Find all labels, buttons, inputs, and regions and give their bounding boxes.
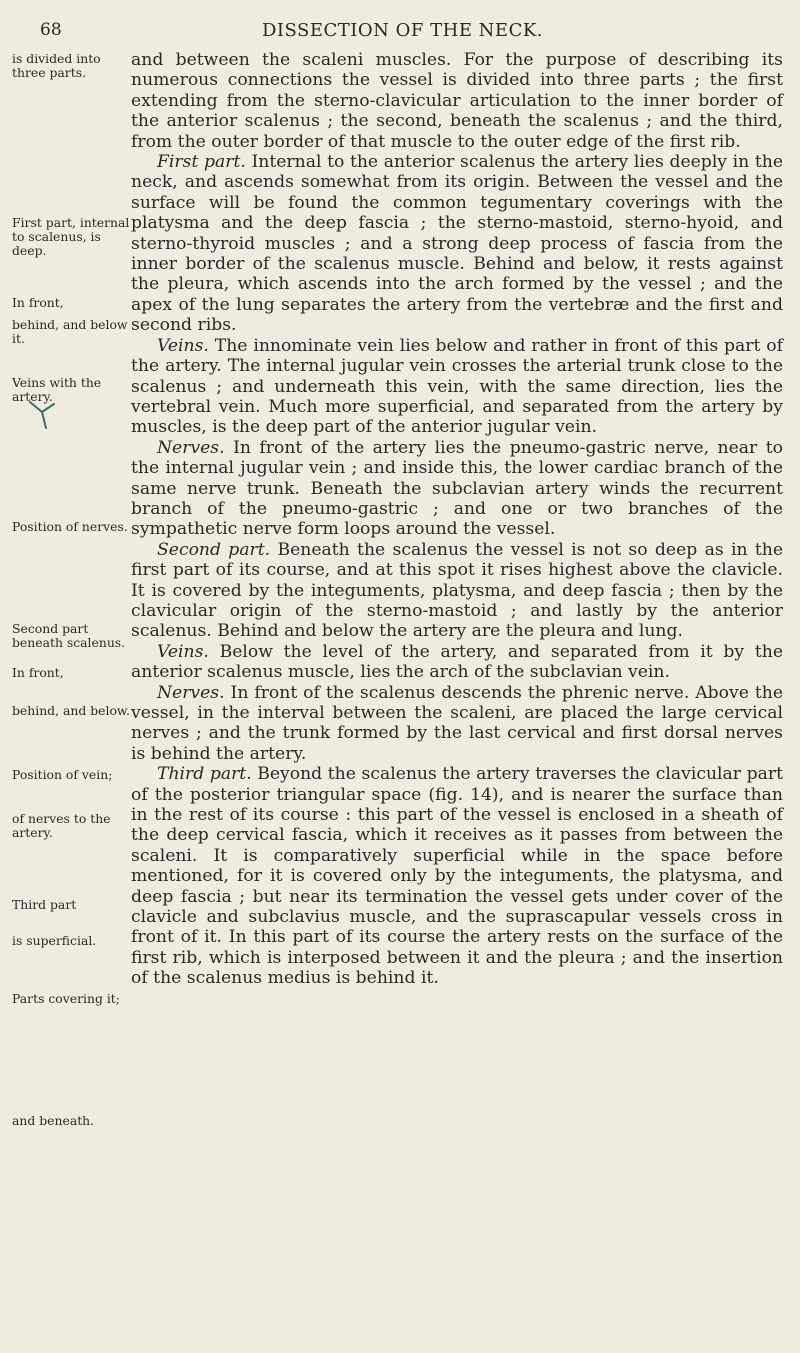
margin-note: In front,	[12, 665, 64, 680]
paragraph-heading: First part.	[157, 152, 246, 173]
page-number: 68	[40, 20, 62, 40]
paragraph-heading: Second part.	[157, 539, 271, 560]
margin-note: Position of nerves.	[12, 519, 128, 534]
running-title: DISSECTION OF THE NECK.	[262, 20, 544, 41]
body-text	[131, 50, 783, 989]
paragraph-heading: Veins.	[157, 335, 209, 356]
paragraph-text: The innominate vein lies below and rather in front of this part of the artery. The internal jugular vein crosses the arterial trunk close to the scalenus ; and underneath this vein, with the same direction, lies the vertebral vein. Much more superficial, and separated from the artery by muscles, is the deep part of the anterior jugular vein.	[131, 335, 783, 438]
paragraph-text: Beyond the scalenus the artery traverses the clavicular part of the posterior triangular space (fig. 14), and is nearer the surface than in the rest of its course : this part of the vessel is enclosed in a sheath of the deep cervical fascia, which it receives as it passes from between the scaleni. It is comparatively superficial while in the space before mentioned, for it is covered only by the integuments, the platysma, and deep fascia ; but near its termination the vessel gets under cover of the clavicle and subclavius muscle, and the suprascapular vessels cross in front of it. In this part of its course the artery rests on the surface of the first rib, which is interposed between it and the pleura ; and the insertion of the scalenus medius is behind it.	[131, 764, 783, 989]
paragraph-text: Beneath the scalenus the vessel is not so deep as in the first part of its course, and at this spot it rises highest above the clavicle. It is covered by the integuments, platysma, and deep fascia ; then by the clavicular origin of the sterno-mastoid ; and lastly by the anterior scalenus. Behind and below the artery are the pleura and lung.	[131, 539, 783, 642]
paragraph	[131, 683, 783, 765]
paragraph-heading: Third part.	[157, 764, 252, 785]
paragraph	[131, 540, 783, 642]
paragraph-text: In front of the scalenus descends the phrenic nerve. Above the vessel, in the interval between the scaleni, are placed the large cervical nerves ; and the trunk formed by the last cervical and first dorsal nerves is behind the artery.	[131, 682, 783, 764]
margin-note: Third part	[12, 897, 77, 912]
paragraph	[131, 152, 783, 336]
margin-note: Parts covering it;	[12, 991, 120, 1006]
paragraph-heading: Nerves.	[157, 682, 225, 703]
margin-note: First part, internal to scalenus, is deep.	[12, 215, 130, 258]
paragraph-heading: Veins.	[157, 641, 209, 662]
paragraph-text: In front of the artery lies the pneumo-gastric nerve, near to the internal jugular vein ; and inside this, the lower cardiac branch of the same nerve trunk. Beneath the subclavian artery winds the recurrent branch of the pneumo-gastric ; and one or two branches of the sympathetic nerve form loops around the vessel.	[131, 437, 783, 540]
margin-note: Second part beneath scalenus.	[12, 621, 126, 650]
margin-note: is superficial.	[12, 933, 97, 948]
paragraph-text: Below the level of the artery, and separated from it by the anterior scalenus muscle, lies the arch of the subclavian vein.	[131, 641, 783, 683]
paragraph	[131, 642, 783, 683]
margin-note: Veins with the artery.	[12, 375, 102, 404]
paragraph-heading: Nerves.	[157, 437, 225, 458]
margin-note: behind, and below it.	[12, 317, 128, 346]
paragraph	[131, 438, 783, 540]
margin-note: of nerves to the artery.	[12, 811, 111, 840]
paragraph	[131, 336, 783, 438]
margin-note: Position of vein;	[12, 767, 113, 782]
margin-note: In front,	[12, 295, 64, 310]
margin-note: behind, and below.	[12, 703, 130, 718]
paragraph-text: Internal to the anterior scalenus the artery lies deeply in the neck, and ascends somewhat from its origin. Between the vessel and the surface will be found the common tegumentary coverings with the platysma and the deep fascia ; the sterno-mastoid, sterno-hyoid, and sterno-thyroid muscles ; and a strong deep process of fascia from the inner border of the scalenus muscle. Behind and below, it rests against the pleura, which ascends into the arch formed by the vessel ; and the apex of the lung separates the artery from the vertebræ and the first and second ribs.	[131, 152, 783, 336]
paragraph	[131, 764, 783, 988]
margin-note: is divided into three parts.	[12, 51, 101, 80]
margin-note: and beneath.	[12, 1113, 95, 1128]
paragraph: and between the scaleni muscles. For the purpose of describing its numerous connections the vessel is divided into three parts ; the first extending from the sterno-clavicular articulation to the inner border of the anterior scalenus ; the second, beneath the scalenus ; and the third, from the outer border of that muscle to the outer edge of the first rib.	[131, 50, 783, 152]
